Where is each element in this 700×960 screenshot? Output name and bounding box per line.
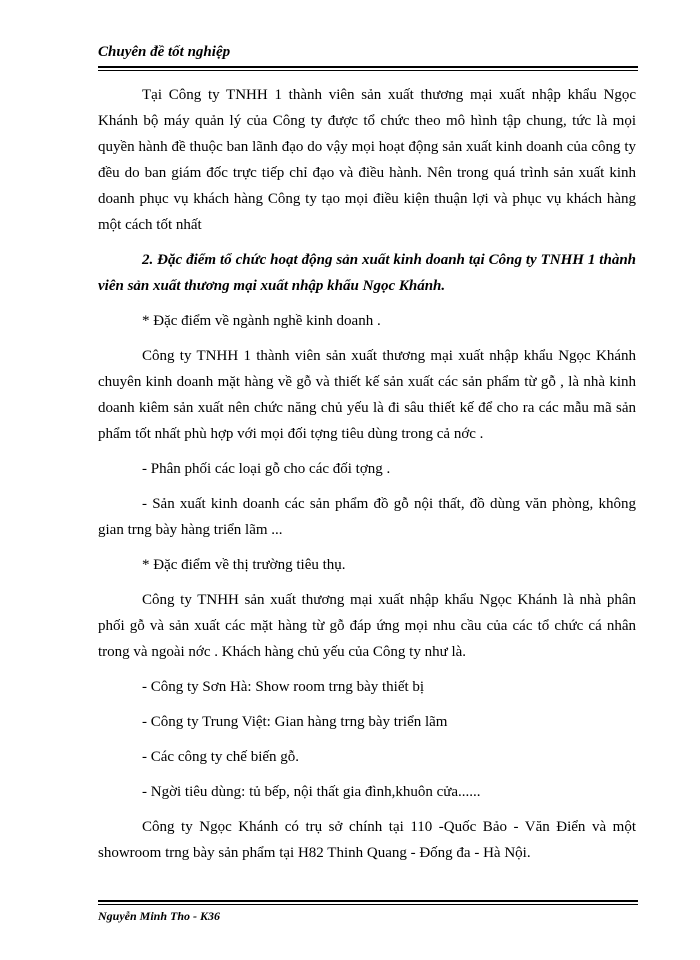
- customer-item-son-ha: - Công ty Sơn Hà: Show room trng bày thiết bị: [142, 679, 425, 695]
- subheading-market: * Đặc điểm về thị trường tiêu thụ.: [142, 557, 346, 573]
- header-rule-thin: [98, 70, 638, 71]
- subheading-business-lines: * Đặc điểm về ngành nghề kinh doanh .: [142, 313, 381, 329]
- header-rule-thick: [98, 66, 638, 68]
- footer-author: Nguyễn Minh Tho - K36: [98, 909, 221, 923]
- document-body: [98, 82, 636, 866]
- footer-rule-thin: [98, 904, 638, 905]
- headquarters-paragraph: Công ty Ngọc Khánh có trụ sở chính tại 110 -Quốc Bảo - Văn Điển và một showroom trng bày sản phẩm tại H82 Thinh Quang - Đống đa - Hà Nội.: [98, 819, 636, 861]
- market-description-paragraph: Công ty TNHH sản xuất thương mại xuất nhập khẩu Ngọc Khánh là nhà phân phối gỗ và sản xuất các mặt hàng từ gỗ đáp ứng mọi nhu cầu của các tổ chức cá nhân trong và ngoài nớc . Khách hàng chủ yếu của Công ty như là.: [98, 592, 636, 660]
- business-description-paragraph: Công ty TNHH 1 thành viên sản xuất thương mại xuất nhập khẩu Ngọc Khánh chuyên kinh doanh mặt hàng về gỗ và thiết kế sản xuất các sản phẩm từ gỗ , là nhà kinh doanh kiêm sản xuất nên chức năng chủ yếu là đi sâu thiết kế để cho ra các mẫu mã sản phẩm tốt nhất phù hợp với mọi đối tợng tiêu dùng trong cả nớc .: [98, 348, 636, 442]
- section-heading: 2. Đặc điểm tổ chức hoạt động sản xuất kinh doanh tại Công ty TNHH 1 thành viên sản xuất thương mại xuất nhập khẩu Ngọc Khánh.: [98, 252, 636, 294]
- footer-rule-thick: [98, 900, 638, 902]
- customer-item-trung-viet: - Công ty Trung Việt: Gian hàng trng bày triển lãm: [142, 714, 448, 730]
- customer-item-consumers: - Ngời tiêu dùng: tủ bếp, nội thất gia đình,khuôn cửa......: [142, 784, 481, 800]
- intro-paragraph: Tại Công ty TNHH 1 thành viên sản xuất thương mại xuất nhập khẩu Ngọc Khánh bộ máy quản lý của Công ty được tổ chức theo mô hình tập chung, tức là mọi quyền hành đề thuộc ban lãnh đạo do vậy mọi hoạt động sản xuất kinh doanh của công ty đều do ban giám đốc trực tiếp chỉ đạo và điều hành. Nên trong quá trình sản xuất kinh doanh phục vụ khách hàng Công ty tạo mọi điều kiện thuận lợi và phục vụ khách hàng một cách tốt nhất: [98, 87, 636, 233]
- page-header-title: Chuyên đề tốt nghiệp: [98, 44, 231, 60]
- customer-item-wood-processors: - Các công ty chế biến gỗ.: [142, 749, 300, 765]
- bullet-production: - Sản xuất kinh doanh các sản phẩm đồ gỗ nội thất, đồ dùng văn phòng, không gian trng bày hàng triển lãm ...: [98, 496, 636, 538]
- bullet-distribution: - Phân phối các loại gỗ cho các đối tợng .: [142, 461, 391, 477]
